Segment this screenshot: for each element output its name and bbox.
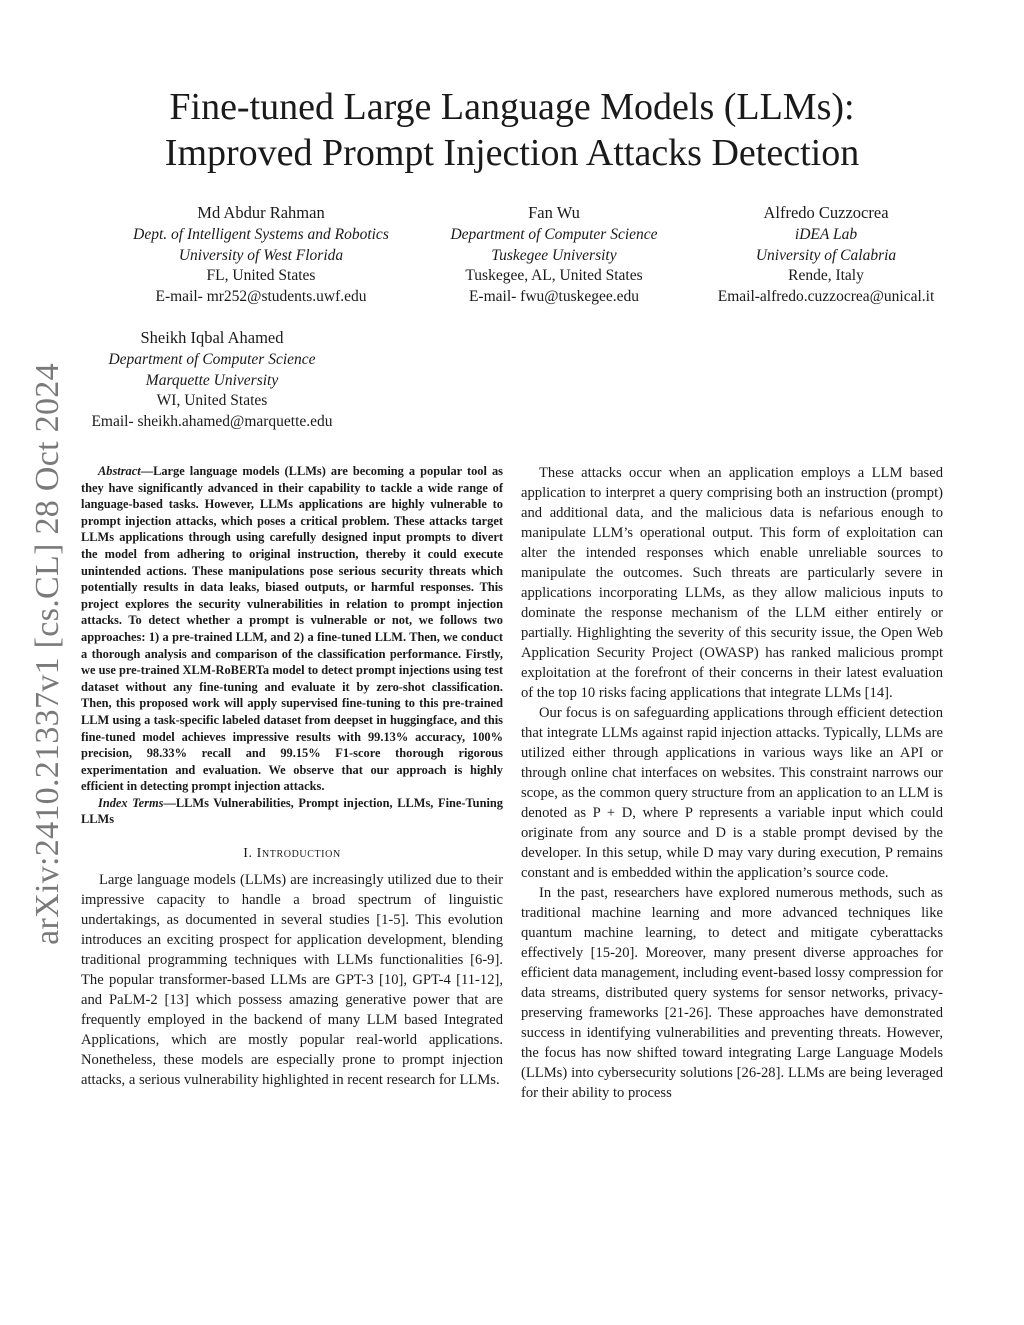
author-email: Email- sheikh.ahamed@marquette.edu xyxy=(91,412,333,430)
author-department: Department of Computer Science xyxy=(450,226,658,243)
author-email: E-mail- fwu@tuskegee.edu xyxy=(468,287,640,305)
section-heading-introduction: I. Introduction xyxy=(243,846,341,862)
author-name: Alfredo Cuzzocrea xyxy=(763,203,889,222)
author-institution: Marquette University xyxy=(145,371,279,389)
author-email: Email-alfredo.cuzzocrea@unical.it xyxy=(717,287,935,305)
paper-title xyxy=(90,84,934,176)
author-institution: University of Calabria xyxy=(755,246,897,264)
intro-paragraph-1: Large language models (LLMs) are increasingly utilized due to their impressive capacity to handle a broad spectrum of linguistic undertakings, as documented in several studies [1-5]. This evolution introduces an exciting prospect for application development, blending traditional programming techniques with LLMs functionalities [6-9]. The popular transformer-based LLMs are GPT-3 [10], GPT-4 [11-12], and PaLM-2 [13] which possess amazing generative power that are frequently employed in the backend of many LLM based Integrated Applications, which are mostly popular real-world applications. Nonetheless, these models are especially prone to prompt injection attacks, a serious vulnerability highlighted in recent research for LLMs. xyxy=(81,872,503,1089)
author-block-ahamed xyxy=(70,325,354,432)
left-column xyxy=(81,463,503,1090)
author-location: WI, United States xyxy=(156,392,268,409)
paper-title-line-1: Fine-tuned Large Language Models (LLMs): xyxy=(169,86,855,128)
abstract xyxy=(81,463,503,795)
author-department: Dept. of Intelligent Systems and Robotics xyxy=(133,226,389,243)
author-block-rahman xyxy=(100,200,422,307)
author-name: Fan Wu xyxy=(528,203,580,222)
author-institution: University of West Florida xyxy=(178,246,344,264)
index-terms xyxy=(81,795,503,828)
index-terms-text: —LLMs Vulnerabilities, Prompt injection, LLMs, Fine-Tuning LLMs xyxy=(81,795,503,827)
author-location: FL, United States xyxy=(206,267,316,284)
abstract-label: Abstract xyxy=(98,464,141,478)
author-name: Md Abdur Rahman xyxy=(197,203,325,222)
abstract-text: —Large language models (LLMs) are becoming a popular tool as they have significantly advanced in their capability to tackle a wide range of language-based tasks. However, LLMs applications are highly vulnerable to prompt injection attacks, which poses a critical problem. These attacks target LLMs applications through using carefully designed input prompts to divert the model from adhering to original instruction, thereby it could execute unintended actions. These manipulations pose serious security threats which potentially results in data leaks, biased outputs, or harmful responses. This project explores the security vulnerabilities in relation to prompt injection attacks. To detect whether a prompt is vulnerable or not, we follows two approaches: 1) a pre-trained LLM, and 2) a fine-tuned LLM. Then, we conduct a thorough analysis and comparison of the classification performance. Firstly, we use pre-trained XLM-RoBERTa model to detect prompt injections using test dataset without any fine-tuning and evaluate it by zero-shot classification. Then, this proposed work will apply supervised fine-tuning to this pre-trained LLM using a task-specific labeled dataset from deepset in huggingface, and this fine-tuned model achieves impressive results with 99.13% accuracy, 100% precision, 98.33% recall and 99.15% F1-score thorough rigorous experimentation and evaluation. We observe that our approach is highly efficient in detecting prompt injection attacks. xyxy=(81,464,503,794)
arxiv-stamp xyxy=(18,362,78,946)
author-block-wu xyxy=(404,200,704,307)
body-paragraph-past-research: In the past, researchers have explored numerous methods, such as traditional machine learning and more advanced techniques like quantum machine learning, to detect and mitigate cyberattacks effectively [15-20]. Moreover, many present diverse approaches for efficient data management, including event-based lossy compression for data streams, distributed query systems for sensor networks, privacy-preserving frameworks [21-26]. These approaches have demonstrated success in identifying vulnerabilities and preventing threats. However, the focus has now shifted toward integrating Large Language Models (LLMs) into cybersecurity solutions [26-28]. LLMs are being leveraged for their ability to process xyxy=(521,885,944,1101)
index-terms-label: Index Terms xyxy=(98,795,164,810)
author-department: Department of Computer Science xyxy=(108,351,316,368)
right-column xyxy=(521,463,943,1103)
body-paragraph-attacks: These attacks occur when an application employs a LLM based application to interpret a query comprising both an instruction (prompt) and additional data, and the malicious data is nefarious enough to manipulate LLM’s operational output. This form of exploitation can alter the intended responses which enable unreliable sources to manipulate the outcomes. Such threats are particularly severe in applications incorporating LLMs, as they allow malicious inputs to dominate the response mechanism of the LLM either entirely or partially. Highlighting the severity of this security issue, the Open Web Application Security Project (OWASP) has ranked malicious prompt exploitation at the forefront of their concerns in their latest evaluation of the top 10 risks facing applications that integrate LLMs [14]. xyxy=(521,465,943,701)
paper-title-line-2: Improved Prompt Injection Attacks Detection xyxy=(164,132,860,174)
arxiv-identifier: arXiv:2410.21337v1 [cs.CL] 28 Oct 2024 xyxy=(29,363,67,945)
author-location: Rende, Italy xyxy=(788,267,864,284)
author-email: E-mail- mr252@students.uwf.edu xyxy=(155,287,367,305)
author-location: Tuskegee, AL, United States xyxy=(465,267,643,284)
author-department: iDEA Lab xyxy=(794,226,858,243)
author-name: Sheikh Iqbal Ahamed xyxy=(140,328,284,347)
body-paragraph-focus: Our focus is on safeguarding applications through efficient detection that integrate LLMs against rapid injection attacks. Typically, LLMs are utilized either through applications in various ways like an API or through online chat interfaces on websites. This constraint narrows our scope, as the common query structure from an application to an LLM is denoted as P + D, where P represents a variable input which could originate from any source and D is a stable prompt devised by the developer. In this setup, while D may vary during execution, P remains constant and is embedded within the application’s source code. xyxy=(521,705,943,881)
author-institution: Tuskegee University xyxy=(491,246,617,264)
author-block-cuzzocrea xyxy=(690,200,962,307)
